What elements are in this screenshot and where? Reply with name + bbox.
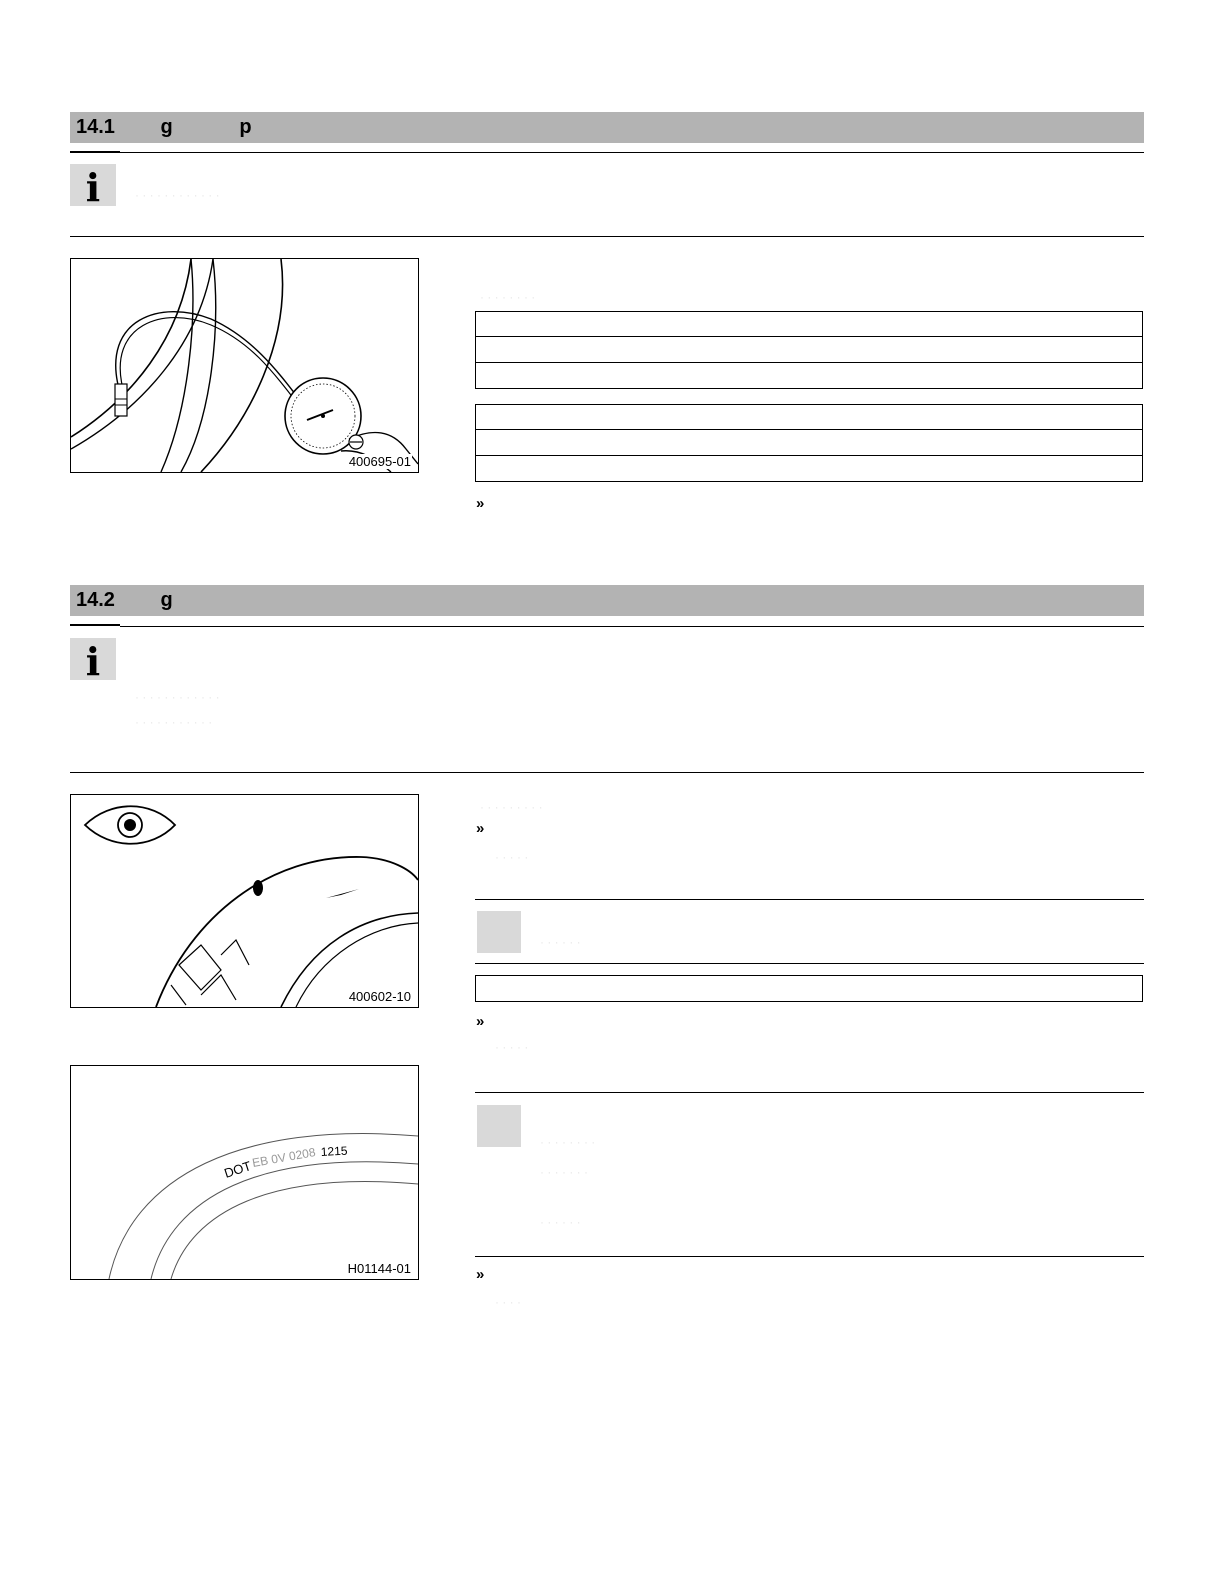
result-marker: » [476,1013,485,1030]
tire-dot-code-illustration [71,1066,418,1279]
divider [120,626,1144,627]
figure-label: 400695-01 [348,454,411,469]
dot-label: DOT [222,1158,254,1181]
tire-pressure-gauge-illustration [71,259,418,472]
divider [475,899,1144,900]
spec-table-row [475,975,1143,1002]
info-icon [70,638,116,684]
section-number: 14.1 [76,116,115,138]
info-glyph: i [85,165,101,210]
note-icon [477,1105,521,1147]
faint-text: · · · · · · · · · · · · [135,188,220,202]
eye-inspection-illustration [71,795,418,1007]
spec-table-row [475,404,1143,430]
faint-text: · · · · · · · · · · · · [135,690,220,704]
faint-text: · · · · · · [540,935,581,949]
faint-text: · · · · · · · [540,1165,588,1179]
spec-table-row [475,430,1143,456]
figure-label: H01144-01 [347,1261,411,1276]
faint-text: · · · · · · [540,1215,581,1229]
section-underline [70,151,120,153]
spec-table-row [475,337,1143,363]
divider [475,1092,1144,1093]
section-title: g [116,589,173,611]
divider [475,963,1144,964]
section-header-14-1 [70,112,1144,143]
faint-text: · · · · · · · · [540,1135,596,1149]
dot-code-grey: EB 0V 0208 [251,1145,317,1170]
tire-pressure-figure [70,258,419,473]
info-icon [70,164,116,210]
section-underline [70,624,120,626]
divider [70,236,1144,237]
result-marker: » [476,495,485,512]
section-number: 14.2 [76,589,115,611]
spec-table-row [475,456,1143,482]
section-header-14-2 [70,585,1144,616]
section-title: g p [116,116,252,138]
figure-label: 400602-10 [348,989,411,1004]
faint-text: · · · · [495,1295,521,1309]
result-marker: » [476,1266,485,1283]
faint-text: · · · · · · · · · · · [135,715,213,729]
faint-text: · · · · · [495,1040,529,1054]
result-marker: » [476,820,485,837]
info-glyph: i [85,639,101,684]
tire-inspection-figure [70,794,419,1008]
divider [120,152,1144,153]
spec-table-row [475,363,1143,389]
dot-code-date: 1215 [320,1143,348,1159]
faint-text: · · · · · · · · · [480,800,543,814]
tire-dot-figure [70,1065,419,1280]
faint-text: · · · · · [495,850,529,864]
note-icon [477,911,521,953]
divider [475,1256,1144,1257]
divider [70,772,1144,773]
faint-text: · · · · · · · · [480,290,536,304]
spec-table-row [475,311,1143,337]
